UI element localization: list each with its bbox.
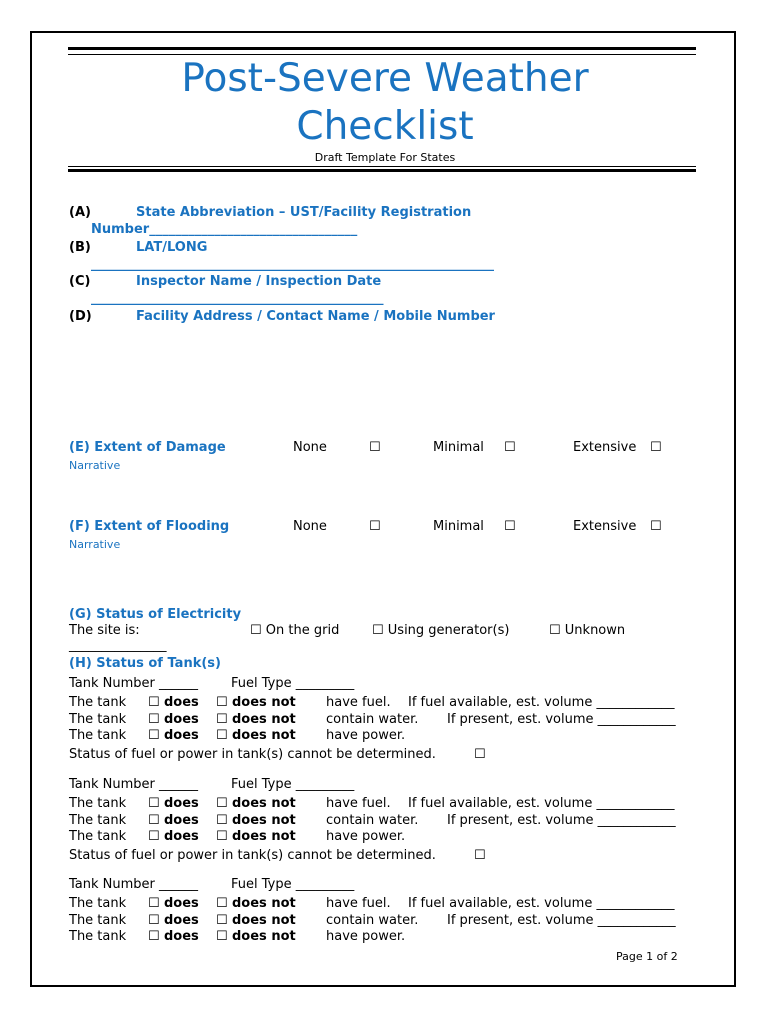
does-label: does	[164, 812, 199, 828]
section-c-label: Inspector Name / Inspection Date	[136, 274, 382, 289]
does-label: does	[164, 929, 199, 944]
top-rule	[68, 47, 696, 50]
does-not-checkbox[interactable]: ☐	[216, 812, 228, 828]
section-a-letter: (A)	[69, 205, 91, 220]
electricity-option-unknown[interactable]: ☐ Unknown	[549, 623, 626, 638]
does-label: does	[164, 829, 199, 844]
does-not-checkbox[interactable]: ☐	[216, 829, 228, 844]
tank-row-description: contain water.	[326, 912, 419, 928]
does-checkbox[interactable]: ☐	[148, 929, 160, 944]
bottom-rule	[68, 169, 696, 172]
tank-row-label: The tank	[69, 929, 127, 944]
tank-row-description: have power.	[326, 929, 406, 944]
tank-row-label: The tank	[69, 896, 127, 911]
page-subtitle: Draft Template For States	[314, 151, 456, 164]
tank-row-description: contain water.	[326, 812, 419, 828]
tank-row-label: The tank	[69, 796, 127, 811]
does-label: does	[164, 896, 199, 911]
does-checkbox[interactable]: ☐	[148, 711, 160, 727]
tank-row-label: The tank	[69, 695, 127, 710]
tank-row-description: have fuel.	[326, 695, 391, 710]
does-label: does	[164, 695, 199, 710]
undetermined-checkbox[interactable]: ☐	[474, 847, 486, 863]
tanks-title: (H) Status of Tank(s)	[69, 656, 221, 671]
does-checkbox[interactable]: ☐	[148, 695, 160, 710]
section-b-label: LAT/LONG	[136, 240, 208, 255]
damage-minimal-checkbox[interactable]: ☐	[504, 440, 516, 455]
tank-row-description: have fuel.	[326, 896, 391, 911]
fuel-volume-field[interactable]: If fuel available, est. volume ____________	[408, 796, 675, 811]
section-a-number-line[interactable]: Number________________________________	[91, 222, 358, 237]
flooding-minimal-checkbox[interactable]: ☐	[504, 519, 516, 534]
does-not-label: does not	[232, 728, 296, 743]
tank-row-label: The tank	[69, 829, 127, 844]
tank-number-field[interactable]: Tank Number ______	[69, 777, 199, 792]
damage-narrative[interactable]: Narrative	[69, 459, 121, 472]
water-volume-field[interactable]: If present, est. volume ____________	[447, 912, 676, 928]
section-c-line[interactable]: _____________________________________________	[91, 291, 384, 306]
flooding-extensive-checkbox[interactable]: ☐	[650, 519, 662, 534]
does-not-checkbox[interactable]: ☐	[216, 912, 228, 928]
does-not-label: does not	[232, 829, 296, 844]
does-not-checkbox[interactable]: ☐	[216, 728, 228, 743]
electricity-line[interactable]: _______________	[69, 638, 167, 653]
undetermined-status-text: Status of fuel or power in tank(s) cannot be determined.	[69, 847, 436, 863]
fuel-volume-field[interactable]: If fuel available, est. volume ____________	[408, 695, 675, 710]
damage-option-none: None	[293, 440, 327, 455]
flooding-narrative[interactable]: Narrative	[69, 538, 121, 551]
electricity-prompt: The site is:	[69, 623, 140, 638]
does-not-label: does not	[232, 695, 296, 710]
tank-number-field[interactable]: Tank Number ______	[69, 676, 199, 691]
does-label: does	[164, 912, 199, 928]
electricity-title: (G) Status of Electricity	[69, 607, 242, 622]
section-d-letter: (D)	[69, 309, 92, 324]
fuel-type-field[interactable]: Fuel Type _________	[231, 777, 355, 792]
does-checkbox[interactable]: ☐	[148, 812, 160, 828]
section-c-letter: (C)	[69, 274, 91, 289]
flooding-option-minimal: Minimal	[433, 519, 484, 534]
does-not-checkbox[interactable]: ☐	[216, 929, 228, 944]
damage-option-extensive: Extensive	[573, 440, 637, 455]
section-b-line[interactable]: ______________________________________________________________	[91, 257, 494, 272]
damage-extensive-checkbox[interactable]: ☐	[650, 440, 662, 455]
bottom-rule-thin	[68, 166, 696, 167]
does-checkbox[interactable]: ☐	[148, 829, 160, 844]
does-not-checkbox[interactable]: ☐	[216, 711, 228, 727]
electricity-option-generator[interactable]: ☐ Using generator(s)	[372, 623, 510, 638]
page-number: Page 1 of 2	[616, 950, 678, 963]
does-checkbox[interactable]: ☐	[148, 728, 160, 743]
does-checkbox[interactable]: ☐	[148, 896, 160, 911]
water-volume-field[interactable]: If present, est. volume ____________	[447, 711, 676, 727]
damage-option-minimal: Minimal	[433, 440, 484, 455]
tank-number-field[interactable]: Tank Number ______	[69, 877, 199, 892]
damage-title: (E) Extent of Damage	[69, 440, 226, 455]
does-checkbox[interactable]: ☐	[148, 796, 160, 811]
damage-none-checkbox[interactable]: ☐	[369, 440, 381, 455]
tank-row-label: The tank	[69, 912, 127, 928]
tank-row-description: have power.	[326, 829, 406, 844]
does-label: does	[164, 728, 199, 743]
water-volume-field[interactable]: If present, est. volume ____________	[447, 812, 676, 828]
page-title-line2: Checklist	[296, 104, 474, 149]
flooding-title: (F) Extent of Flooding	[69, 519, 230, 534]
tank-row-label: The tank	[69, 728, 127, 743]
tank-row-description: have fuel.	[326, 796, 391, 811]
does-not-checkbox[interactable]: ☐	[216, 896, 228, 911]
flooding-option-extensive: Extensive	[573, 519, 637, 534]
does-checkbox[interactable]: ☐	[148, 912, 160, 928]
does-not-checkbox[interactable]: ☐	[216, 695, 228, 710]
does-not-label: does not	[232, 796, 296, 811]
tank-row-description: contain water.	[326, 711, 419, 727]
does-not-label: does not	[232, 896, 296, 911]
fuel-volume-field[interactable]: If fuel available, est. volume ____________	[408, 896, 675, 911]
section-d-label: Facility Address / Contact Name / Mobile Number	[136, 309, 495, 324]
tank-row-label: The tank	[69, 711, 127, 727]
section-a-label: State Abbreviation – UST/Facility Registration	[136, 205, 472, 220]
fuel-type-field[interactable]: Fuel Type _________	[231, 877, 355, 892]
flooding-none-checkbox[interactable]: ☐	[369, 519, 381, 534]
does-not-label: does not	[232, 912, 296, 928]
undetermined-status-text: Status of fuel or power in tank(s) cannot be determined.	[69, 746, 436, 762]
does-not-label: does not	[232, 711, 296, 727]
electricity-option-grid[interactable]: ☐ On the grid	[250, 623, 340, 638]
tank-row-label: The tank	[69, 812, 127, 828]
does-not-label: does not	[232, 929, 296, 944]
tank-row-description: have power.	[326, 728, 406, 743]
section-b-letter: (B)	[69, 240, 91, 255]
does-label: does	[164, 711, 199, 727]
does-label: does	[164, 796, 199, 811]
undetermined-checkbox[interactable]: ☐	[474, 746, 486, 762]
page-title-line1: Post-Severe Weather	[181, 56, 589, 101]
does-not-label: does not	[232, 812, 296, 828]
fuel-type-field[interactable]: Fuel Type _________	[231, 676, 355, 691]
flooding-option-none: None	[293, 519, 327, 534]
does-not-checkbox[interactable]: ☐	[216, 796, 228, 811]
